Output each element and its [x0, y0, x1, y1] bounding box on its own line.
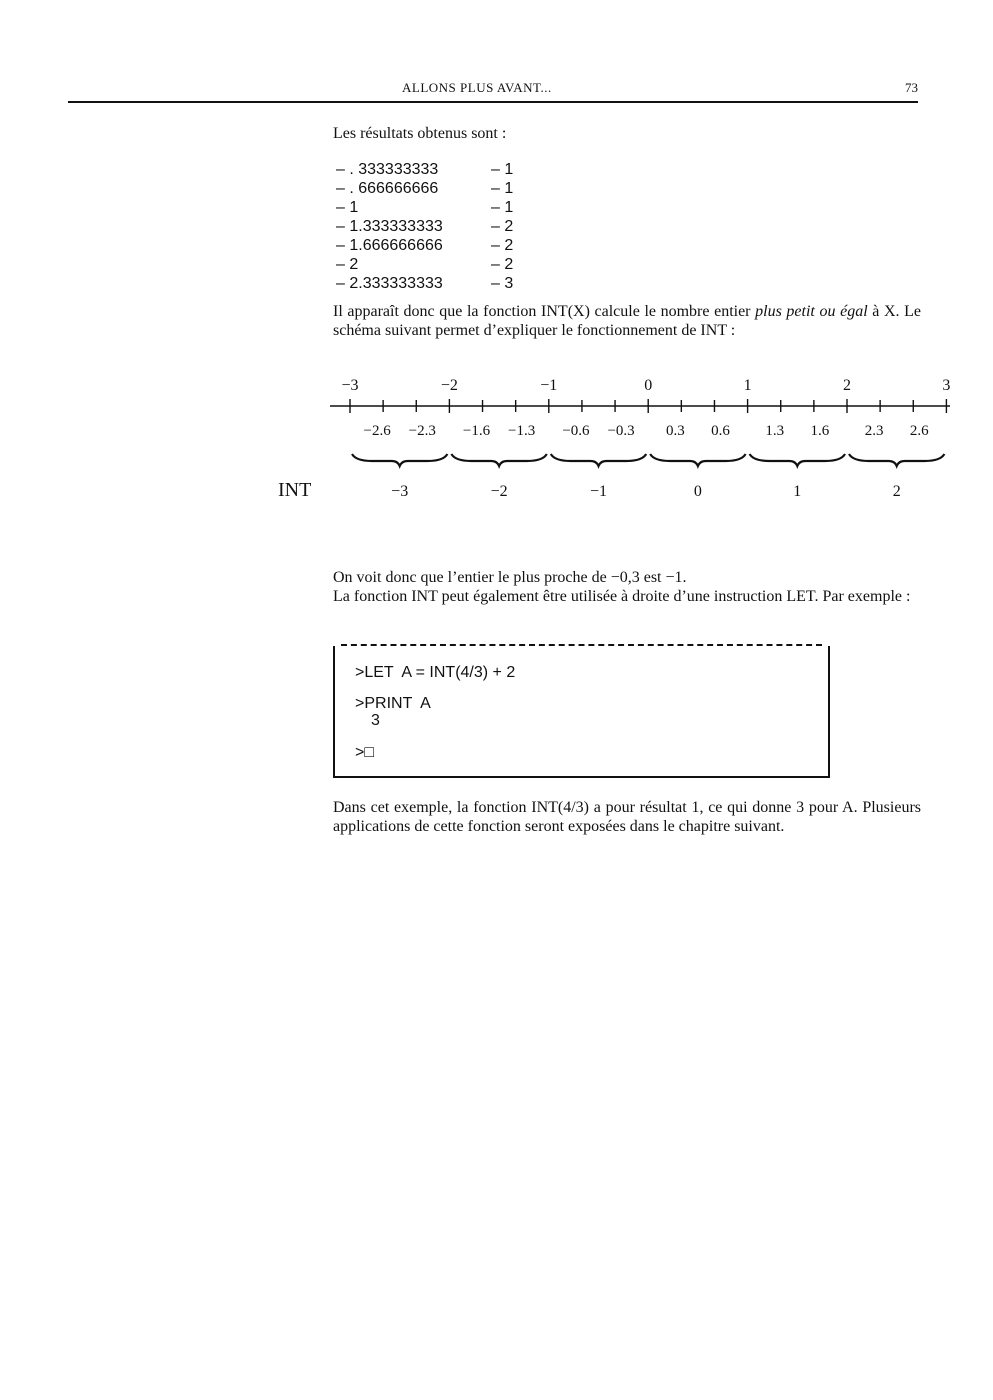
code-line-prompt: >□ [355, 744, 375, 761]
int-interval-brace [750, 454, 845, 466]
minor-tick-label: 1.6 [810, 423, 830, 439]
minor-tick-label: −2.6 [363, 423, 391, 439]
explanation-paragraph [333, 302, 921, 340]
results-row [336, 255, 513, 274]
conclusion-line: On voit donc que l’entier le plus proche de −0,3 est −1. [333, 569, 687, 586]
code-line-print: >PRINT A [355, 695, 431, 712]
minor-tick-label: −0.6 [562, 423, 590, 439]
results-row [336, 160, 513, 179]
explanation-text-after: à X. Le schéma suivant permet d’expliquer le fonctionnement de INT : [333, 303, 922, 339]
number-line-diagram [270, 370, 970, 510]
result-x: – 1.333333333 [336, 218, 443, 235]
results-row [336, 179, 513, 198]
results-row [336, 274, 513, 293]
conclusion-line: La fonction INT peut également être utilisée à droite d’une instruction LET. Par exemple : [333, 588, 911, 605]
major-tick-label: 3 [942, 377, 951, 394]
explanation-emphasis: plus petit ou égal [755, 303, 868, 320]
code-line-let: >LET A = INT(4/3) + 2 [355, 664, 516, 681]
int-interval-brace [849, 454, 944, 466]
result-int: – 1 [491, 161, 514, 178]
minor-tick-label: −2.3 [408, 423, 436, 439]
results-row [336, 198, 513, 217]
results-table [336, 160, 513, 293]
int-value-label: −2 [490, 483, 508, 500]
results-row [336, 217, 513, 236]
int-interval-brace [551, 454, 646, 466]
int-value-label: 0 [693, 483, 702, 500]
header-rule [68, 101, 918, 103]
result-x: – 1.666666666 [336, 237, 443, 254]
int-value-label: 1 [793, 483, 802, 500]
final-paragraph: Dans cet exemple, la fonction INT(4/3) a pour résultat 1, ce qui donne 3 pour A. Plusieurs applications de cette fonction seront exposées dans le chapitre suivant. [333, 799, 921, 835]
code-box-dashed-border [341, 644, 822, 646]
result-int: – 3 [491, 275, 514, 292]
result-int: – 2 [491, 218, 514, 235]
int-label: INT [278, 479, 312, 501]
minor-tick-label: 0.3 [665, 423, 685, 439]
page-number: 73 [905, 80, 918, 95]
minor-tick-label: −1.6 [462, 423, 491, 439]
int-value-label: 2 [892, 483, 901, 500]
result-x: – . 333333333 [336, 161, 439, 178]
code-line-output: 3 [371, 712, 380, 729]
result-x: – 2.333333333 [336, 275, 443, 292]
result-int: – 2 [491, 256, 514, 273]
minor-tick-label: −0.3 [607, 423, 635, 439]
minor-tick-label: 2.3 [864, 423, 884, 439]
minor-tick-label: 2.6 [909, 423, 929, 439]
intro-text: Les résultats obtenus sont : [333, 125, 507, 142]
major-tick-label: −3 [341, 377, 359, 394]
code-example-box [333, 646, 830, 778]
result-x: – . 666666666 [336, 180, 439, 197]
minor-tick-label: 1.3 [765, 423, 785, 439]
running-header: ALLONS PLUS AVANT... [402, 80, 552, 95]
minor-tick-label: −1.3 [508, 423, 536, 439]
int-value-label: −3 [391, 483, 409, 500]
int-interval-brace [650, 454, 745, 466]
int-value-label: −1 [589, 483, 608, 500]
result-int: – 1 [491, 180, 514, 197]
int-interval-brace [352, 454, 447, 466]
int-interval-brace [451, 454, 546, 466]
major-tick-label: 2 [843, 377, 851, 394]
minor-tick-label: 0.6 [711, 423, 730, 439]
major-tick-label: 1 [743, 377, 752, 394]
conclusion-paragraph [333, 568, 921, 606]
result-int: – 2 [491, 237, 514, 254]
major-tick-label: −2 [440, 377, 458, 394]
explanation-text-before: Il apparaît donc que la fonction INT(X) calcule le nombre entier [333, 303, 756, 320]
results-row [336, 236, 513, 255]
result-x: – 2 [336, 256, 359, 273]
result-x: – 1 [336, 199, 359, 216]
major-tick-label: 0 [644, 377, 653, 394]
major-tick-label: −1 [540, 377, 558, 394]
result-int: – 1 [491, 199, 514, 216]
